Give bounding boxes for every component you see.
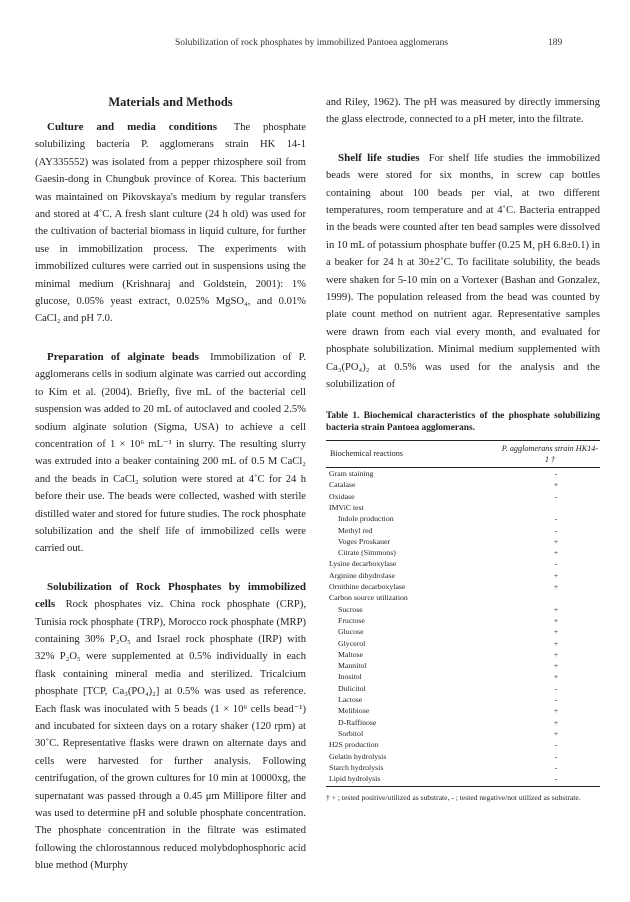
table-row <box>326 660 600 671</box>
paragraph-culture-conditions <box>35 119 306 328</box>
reaction-cell: Ornithine decarboxylase <box>329 582 406 592</box>
subheading-culture-conditions: Culture and media conditions <box>47 121 218 133</box>
reaction-cell: Lactose <box>338 695 363 705</box>
reaction-cell: Glycerol <box>338 638 366 648</box>
table-row <box>326 626 600 637</box>
column-header-reactions: Biochemical reactions <box>326 440 496 468</box>
table-row <box>326 604 600 615</box>
table-row <box>326 615 600 626</box>
table-row <box>326 694 600 705</box>
running-header <box>0 36 630 50</box>
result-cell: - <box>554 559 558 569</box>
result-cell: - <box>554 751 558 761</box>
table-header-row <box>326 440 600 468</box>
reaction-cell: IMViC test <box>329 502 364 512</box>
table-row <box>326 751 600 762</box>
table-row <box>326 547 600 558</box>
reaction-cell: Carbon source utilization <box>329 593 408 603</box>
result-cell: + <box>553 706 559 716</box>
result-cell: - <box>554 491 558 501</box>
table-row <box>326 513 600 524</box>
reaction-cell: D-Raffinose <box>338 717 377 727</box>
table-row <box>326 536 600 547</box>
left-column <box>35 94 306 875</box>
table-row <box>326 728 600 739</box>
reaction-cell: Maltose <box>338 649 364 659</box>
result-cell: - <box>554 514 558 524</box>
result-cell: + <box>553 604 559 614</box>
table-row <box>326 773 600 787</box>
reaction-cell: Citrate (Simmons) <box>338 548 396 558</box>
reaction-cell: Fructose <box>338 615 365 625</box>
reaction-cell: Indole production <box>338 514 394 524</box>
shelf-life-text: For shelf life studies the immobilized beads were stored for six months, in screw cap bottles containing about 100 beads per vial, at two different temperatures, room temperature and at 4˚C. Bacteria entrapped in the beads were counted after ten bead samples were dissolved in 10 mL of potassium phosphate buffer (0.25 M, pH 6.8±0.1) in a beaker for 24 h at 30±2˚C. To facilitate solubility, the beads were shaken for 5-10 min on a Vortexer (Bashan and Gonzalez, 1999). The population released from the bead was counted by plate count method on nutrient agar. Representative samples were drawn from each vial every month, and evaluated for phosphate solubilization. Minimal medium supplemented with Ca₃(PO₄)₂ at 0.5% was used for the analysis and the solubilization of <box>326 152 600 391</box>
table-caption: Table 1. Biochemical characteristics of the phosphate solubilizing bacteria strain Pantoea agglomerans. <box>326 410 600 433</box>
biochemical-table <box>326 440 600 788</box>
table-row <box>326 558 600 569</box>
result-cell: - <box>554 695 558 705</box>
result-cell: + <box>553 536 559 546</box>
subheading-shelf-life: Shelf life studies <box>338 151 420 164</box>
result-cell: + <box>553 672 559 682</box>
reaction-cell: Catalase <box>329 480 356 490</box>
table-row <box>326 705 600 716</box>
table-row <box>326 479 600 490</box>
table-row <box>326 717 600 728</box>
running-title: Solubilization of rock phosphates by immobilized Pantoea agglomerans <box>175 38 449 48</box>
result-cell <box>496 502 600 513</box>
table-row <box>326 649 600 660</box>
paragraph-continuation: and Riley, 1962). The pH was measured by directly immersing the glass electrode, connected to a pH meter, into the filtrate. <box>326 97 600 126</box>
result-cell: + <box>553 649 559 659</box>
table-row <box>326 683 600 694</box>
column-header-strain: P. agglomerans strain HK14-1 † <box>496 440 600 468</box>
reaction-cell: Voges Proskauer <box>338 536 391 546</box>
solubilization-text: Rock phosphates viz. China rock phosphate (CRP), Tunisia rock phosphate (TRP), Morocco rock phosphate (MRP) containing 30% P₂O₅ and Israel rock phosphate (IRP) with 32% P₂O₅ were supplemented at 0.5% individually in each flask containing mineral media and sterilized. Tricalcium phosphate [TCP, Ca₃(PO₄)₂] at 0.5% was used as reference. Each flask was inoculated with 5 beads (1 × 10⁶ cells bead⁻¹) and incubated for sixteen days on a rotary shaker (120 rpm) at 30˚C. Representative flasks were drawn on alternate days and cells were harvested for further analysis. Following centrifugation, of the grown cultures for 10 min at 10000xg, the supernatant was passed through a 0.45 μm Millipore filter and was used to determine pH and soluble phosphate concentration. The phosphate concentration in the filtrate was estimated following the chlorostannous reduced molybdophosphoric acid blue method (Murphy <box>35 599 307 872</box>
result-cell: - <box>496 773 600 787</box>
table-row <box>326 762 600 773</box>
table-row <box>326 581 600 592</box>
result-cell: + <box>553 570 559 580</box>
reaction-cell: Arginine dihydrolase <box>329 570 395 580</box>
table-row <box>326 525 600 536</box>
result-cell: + <box>553 661 559 671</box>
paragraph-alginate-beads <box>35 349 306 558</box>
paragraph-solubilization <box>35 579 306 875</box>
result-cell: + <box>553 627 559 637</box>
paragraph-shelf-life <box>326 150 600 394</box>
table-row <box>326 638 600 649</box>
result-cell: - <box>554 683 558 693</box>
reaction-cell: H2S production <box>329 740 379 750</box>
result-cell: + <box>553 480 559 490</box>
page-number: 189 <box>548 38 563 48</box>
table-row <box>326 671 600 682</box>
alginate-beads-text: Immobilization of P. agglomerans cells in sodium alginate was carried out according to Kim et al. (2004). Briefly, five mL of the bacterial cell suspension was added to 20 mL of autoclaved and cooled 2.5% sodium alginate solution (Sigma, USA) to achieve a cell concentration of 1 × 10⁶ mL⁻¹ in slurry. The resulting slurry was extruded into a beaker containing 200 mL of 0.5 M CaCl₂ and the beads in CaCl₂ solution were stored at 4˚C for 24 h before their use. The beads were collected, washed with sterile distilled water and stored for future studies. The rock phosphate solubilization and the shelf life of immobilized cells were carried out. <box>35 351 306 555</box>
subheading-alginate-beads: Preparation of alginate beads <box>47 350 199 363</box>
result-cell: - <box>554 740 558 750</box>
table-body <box>326 468 600 787</box>
result-cell: + <box>553 615 559 625</box>
reaction-cell: Dulicitol <box>338 683 366 693</box>
result-cell: - <box>554 525 558 535</box>
section-heading-materials-methods: Materials and Methods <box>108 95 233 109</box>
result-cell: + <box>553 717 559 727</box>
reaction-cell: Lipid hydrolysis <box>326 773 496 787</box>
reaction-cell: Glucose <box>338 627 364 637</box>
result-cell: + <box>553 728 559 738</box>
reaction-cell: Gram staining <box>329 469 374 479</box>
result-cell: + <box>553 548 559 558</box>
table-row <box>326 491 600 502</box>
culture-conditions-text: The phosphate solubilizing bacteria P. agglomerans strain HK 14-1 (AY335552) was isolated from a pepper rhizosphere soil from Gaesin-dong in Chungbuk province of Korea. This bacterium was maintained on Pikovskaya's medium by regular transfers and stored at 4˚C. A fresh slant culture (24 h old) was used for the cultivation of bacterial biomass in liquid culture, for further use in immobilization process. The experiments with immobilized cultures were carried out in suspensions using the minimal medium (Krishnaraj and Goldstein, 2001): 1% glucose, 0.05% yeast extract, 0.025% MgSO₄, and 0.01% CaCl₂ and pH 7.0. <box>35 122 306 325</box>
result-cell: + <box>553 638 559 648</box>
reaction-cell: Sucrose <box>338 604 363 614</box>
reaction-cell: Gelatin hydrolysis <box>329 751 387 761</box>
table-footnote: † + ; tested positive/utilized as substrate, - ; tested negative/not utilized as substrate. <box>326 793 581 803</box>
right-column <box>326 94 600 803</box>
table-row <box>326 570 600 581</box>
result-cell: + <box>553 582 559 592</box>
reaction-cell: Mannitol <box>338 661 367 671</box>
reaction-cell: Lysine decarboxylase <box>329 559 397 569</box>
reaction-cell: Methyl red <box>338 525 373 535</box>
reaction-cell: Starch hydrolysis <box>329 762 384 772</box>
table-row <box>326 592 600 603</box>
result-cell <box>496 592 600 603</box>
reaction-cell: Melibiose <box>338 706 370 716</box>
table-row <box>326 502 600 513</box>
reaction-cell: Inositol <box>338 672 362 682</box>
result-cell: - <box>554 762 558 772</box>
table-row <box>326 739 600 750</box>
table-row <box>326 468 600 480</box>
reaction-cell: Sorbitol <box>338 728 364 738</box>
result-cell: - <box>554 469 558 479</box>
subheading-solubilization: Solubilization of Rock Phosphates by immobilized cells <box>35 580 306 611</box>
reaction-cell: Oxidase <box>329 491 355 501</box>
